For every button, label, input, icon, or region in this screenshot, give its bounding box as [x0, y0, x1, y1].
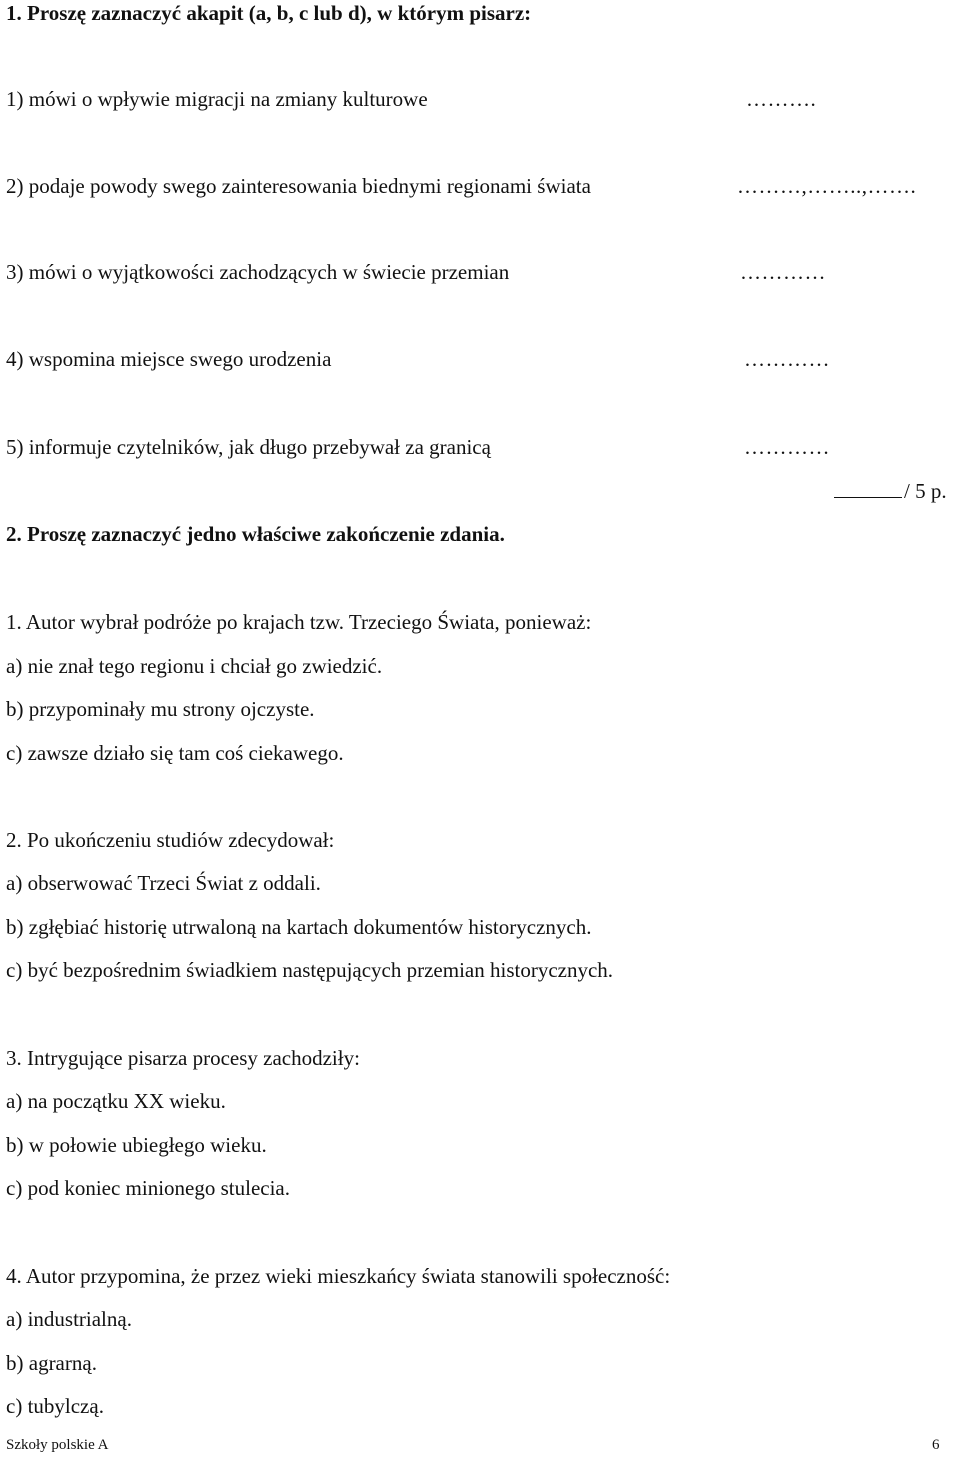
question-2-option-c[interactable]: c) być bezpośrednim świadkiem następujących przemian historycznych. — [6, 958, 614, 982]
question-3-option-a[interactable]: a) na początku XX wieku. — [6, 1089, 226, 1113]
task1-answer-4[interactable]: ………… — [744, 347, 830, 371]
question-1-option-a[interactable]: a) nie znał tego regionu i chciał go zwiedzić. — [6, 654, 383, 678]
task1-heading: 1. Proszę zaznaczyć akapit (a, b, c lub d), w którym pisarz: — [6, 1, 532, 25]
task1-item-3: 3) mówi o wyjątkowości zachodzących w świecie przemian — [6, 260, 510, 284]
task1-answer-3[interactable]: ………… — [740, 260, 826, 284]
task1-item-1: 1) mówi o wpływie migracji na zmiany kulturowe — [6, 87, 428, 111]
task1-item-5: 5) informuje czytelników, jak długo przebywał za granicą — [6, 435, 491, 459]
question-1-option-c[interactable]: c) zawsze działo się tam coś ciekawego. — [6, 741, 344, 765]
score-blank-line[interactable] — [834, 479, 902, 498]
question-3-option-b[interactable]: b) w połowie ubiegłego wieku. — [6, 1133, 267, 1157]
task1-answer-5[interactable]: ………… — [744, 435, 830, 459]
question-1-option-b[interactable]: b) przypominały mu strony ojczyste. — [6, 697, 315, 721]
task1-item-4: 4) wspomina miejsce swego urodzenia — [6, 347, 332, 371]
question-4-stem: 4. Autor przypomina, że przez wieki mieszkańcy świata stanowili społeczność: — [6, 1264, 671, 1288]
question-3-stem: 3. Intrygujące pisarza procesy zachodziły: — [6, 1046, 360, 1070]
task1-score — [834, 478, 947, 504]
task1-answer-2[interactable]: ………,……..,……. — [737, 174, 917, 198]
question-4-option-b[interactable]: b) agrarną. — [6, 1351, 97, 1375]
question-4-option-c[interactable]: c) tubylczą. — [6, 1394, 104, 1418]
page-number: 6 — [932, 1437, 940, 1453]
question-3-option-c[interactable]: c) pod koniec minionego stulecia. — [6, 1176, 291, 1200]
task1-item-2: 2) podaje powody swego zainteresowania biednymi regionami świata — [6, 174, 591, 198]
task2-heading: 2. Proszę zaznaczyć jedno właściwe zakończenie zdania. — [6, 522, 505, 546]
question-1-stem: 1. Autor wybrał podróże po krajach tzw. Trzeciego Świata, ponieważ: — [6, 610, 592, 634]
task1-score-label: / 5 p. — [904, 479, 947, 503]
question-2-option-b[interactable]: b) zgłębiać historię utrwaloną na kartach dokumentów historycznych. — [6, 915, 592, 939]
question-2-stem: 2. Po ukończeniu studiów zdecydował: — [6, 828, 335, 852]
question-2-option-a[interactable]: a) obserwować Trzeci Świat z oddali. — [6, 871, 321, 895]
question-4-option-a[interactable]: a) industrialną. — [6, 1307, 132, 1331]
footer-label: Szkoły polskie A — [6, 1437, 109, 1453]
task1-answer-1[interactable]: ………. — [746, 87, 817, 111]
